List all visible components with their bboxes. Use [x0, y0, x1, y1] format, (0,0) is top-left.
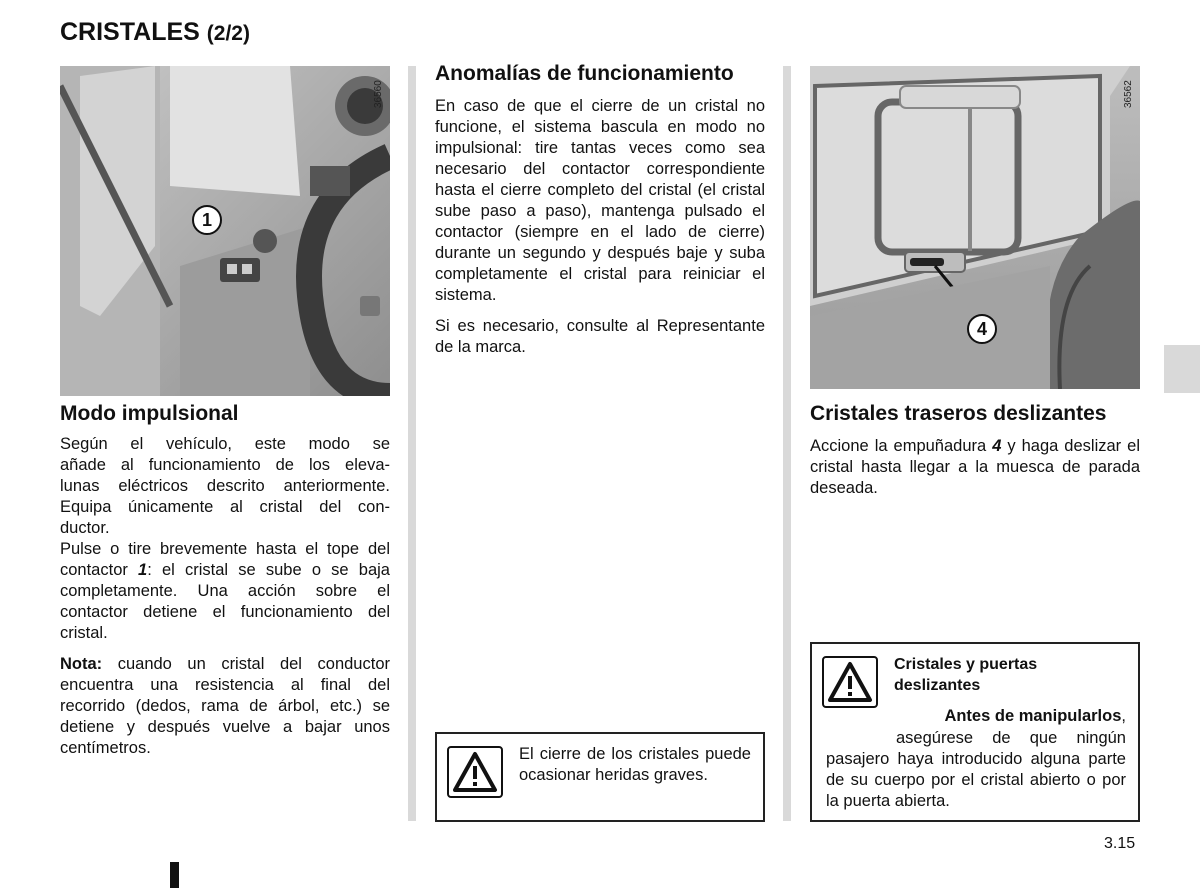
- paragraph-pulse: Pulse o tire brevemente hasta el tope del contactor 1: el cristal se sube o se baja completamente. Una acción sobre el contactor detiene el funcionamiento del cristal.: [60, 540, 390, 642]
- paragraph-nota: Nota: cuando un cristal del conductor encuentra una resistencia al final del recorrido (dedos, rama de árbol, etc.) se detiene y después vuelve a bajar unos centímetros.: [60, 655, 390, 757]
- heading-cristales-traseros: Cristales traseros deslizantes: [810, 402, 1107, 425]
- warning-box-puertas: [810, 642, 1140, 822]
- warning-text-puertas: asegúrese de que ningún pasajero haya introducido alguna parte de su cuerpo por el cristal abierto o por la puerta abierta.: [826, 729, 1126, 810]
- paragraph-anomalias: En caso de que el cierre de un cristal no funcione, el sistema bascula en modo no impulsional: tire tantas veces como sea necesario del contactor correspondiente hasta el cierre completo del cristal (el cristal sube paso a paso), mantenga pulsado el contactor (siempre en el lado de cierre) durante un segundo y después baje y suba completamente el cristal para reiniciar el sistema.: [435, 97, 765, 304]
- image-code: 36562: [1123, 80, 1134, 108]
- rear-window-photo: [810, 66, 1140, 389]
- paragraph-modo-intro: Según el vehículo, este modo se añade al funcionamiento de los eleva- lunas eléctricos descrito anteriormente. Equipa únicamente al cristal del con- ductor.: [60, 435, 390, 537]
- chapter-tab: [1164, 345, 1200, 393]
- column-divider-right: [783, 66, 791, 821]
- image-code: 36560: [373, 80, 384, 108]
- warning-triangle-icon: [822, 656, 878, 708]
- warning-text-cierre: El cierre de los cristales puede ocasionar heridas graves.: [519, 745, 751, 784]
- warning-triangle-icon: [447, 746, 503, 798]
- paragraph-accione: Accione la empuñadura 4 y haga deslizar el cristal hasta llegar a la muesca de parada deseada.: [810, 437, 1140, 497]
- warning-box-cierre: [435, 732, 765, 822]
- callout-4: 4: [967, 314, 997, 344]
- ref-1: 1: [138, 561, 148, 579]
- heading-anomalias: Anomalías de funcionamiento: [435, 62, 734, 85]
- warning-title-puertas: Cristales y puertas deslizantes: [894, 656, 1038, 694]
- heading-modo-impulsional: Modo impulsional: [60, 402, 239, 425]
- crop-mark: [170, 862, 179, 888]
- door-switch-photo: [60, 66, 390, 396]
- callout-1: 1: [192, 205, 222, 235]
- right-text: [810, 436, 1140, 509]
- column-divider-left: [408, 66, 416, 821]
- ref-4: 4: [992, 437, 1002, 455]
- page-title: CRISTALES (2/2): [60, 18, 250, 46]
- paragraph-consulte: Si es necesario, consulte al Representante de la marca.: [435, 317, 765, 356]
- warning-lead: Antes de manipularlos,: [944, 707, 1126, 725]
- middle-text: [435, 96, 765, 368]
- left-text: [60, 434, 390, 769]
- page-number: 3.15: [1104, 835, 1136, 852]
